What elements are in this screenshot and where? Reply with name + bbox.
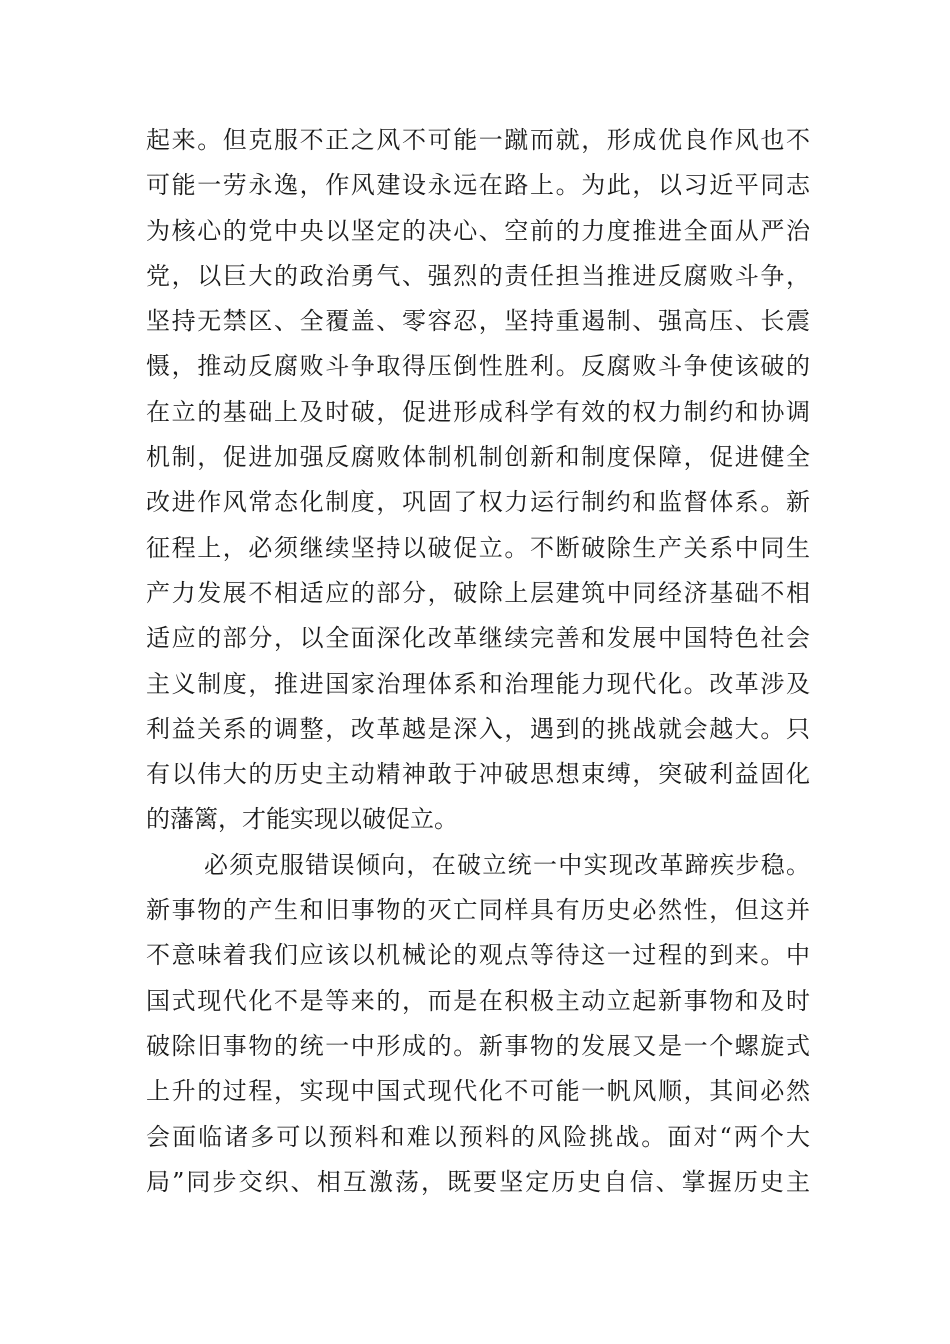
paragraph-1: [146, 118, 810, 843]
text-line: 利益关系的调整，改革越是深入，遇到的挑战就会越大。只: [146, 714, 810, 743]
text-line: 国式现代化不是等来的，而是在积极主动立起新事物和及时: [146, 986, 810, 1015]
text-line: 主义制度，推进国家治理体系和治理能力现代化。改革涉及: [146, 669, 810, 698]
text-line: 必须克服错误倾向，在破立统一中实现改革蹄疾步稳。: [204, 850, 810, 879]
text-line: 改进作风常态化制度，巩固了权力运行制约和监督体系。新: [146, 488, 810, 517]
text-line: 征程上，必须继续坚持以破促立。不断破除生产关系中同生: [146, 533, 810, 562]
text-line: 起来。但克服不正之风不可能一蹴而就，形成优良作风也不: [146, 126, 810, 154]
text-line: 党，以巨大的政治勇气、强烈的责任担当推进反腐败斗争，: [146, 261, 810, 290]
text-line: 局”同步交织、相互激荡，既要坚定历史自信、掌握历史主: [146, 1167, 810, 1196]
text-line: 不意味着我们应该以机械论的观点等待这一过程的到来。中: [146, 941, 810, 970]
text-line: 坚持无禁区、全覆盖、零容忍，坚持重遏制、强高压、长震: [146, 307, 810, 336]
text-line: 会面临诸多可以预料和难以预料的风险挑战。面对“两个大: [146, 1122, 810, 1151]
text-line: 的藩篱，才能实现以破促立。: [146, 805, 458, 834]
body-text: [146, 118, 810, 1205]
text-line: 慑，推动反腐败斗争取得压倒性胜利。反腐败斗争使该破的: [146, 352, 810, 381]
text-line: 破除旧事物的统一中形成的。新事物的发展又是一个螺旋式: [146, 1031, 810, 1060]
text-line: 为核心的党中央以坚定的决心、空前的力度推进全面从严治: [146, 216, 810, 245]
text-line: 产力发展不相适应的部分，破除上层建筑中同经济基础不相: [146, 578, 810, 607]
paragraph-2: [146, 843, 810, 1205]
text-line: 上升的过程，实现中国式现代化不可能一帆风顺，其间必然: [146, 1077, 810, 1106]
text-line: 机制，促进加强反腐败体制机制创新和制度保障，促进健全: [146, 443, 810, 472]
text-line: 可能一劳永逸，作风建设永远在路上。为此，以习近平同志: [146, 171, 810, 200]
text-line: 在立的基础上及时破，促进形成科学有效的权力制约和协调: [146, 397, 810, 426]
text-line: 有以伟大的历史主动精神敢于冲破思想束缚，突破利益固化: [146, 760, 810, 789]
text-line: 新事物的产生和旧事物的灭亡同样具有历史必然性，但这并: [146, 896, 810, 925]
text-line: 适应的部分，以全面深化改革继续完善和发展中国特色社会: [146, 624, 810, 653]
